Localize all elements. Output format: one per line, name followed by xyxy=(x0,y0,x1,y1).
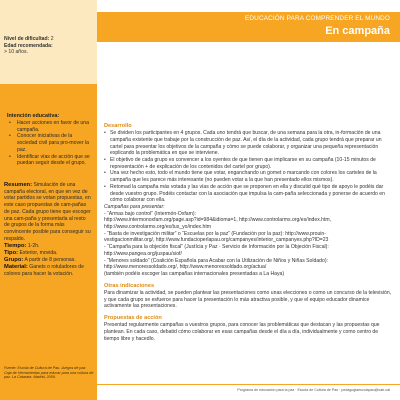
campaign-line: - “Basta de investigación militar” o “Escuelas por la paz” (Fundación por la paz): http://www.prouin- xyxy=(104,230,326,237)
page-title: En campaña xyxy=(325,25,390,37)
difficulty-label: Nivel de dificultad: xyxy=(4,36,50,42)
campaign-link[interactable]: http://www.pangea.org/juspau/siof/ xyxy=(104,250,182,257)
difficulty-value: 2 xyxy=(49,36,54,42)
source-credit: Fuente: Escola de Cultura de Pau. Juegos de paz. Caja de Herramientas para educar para una cultura de paz. La Catarata. Madrid, 2009. xyxy=(4,366,94,380)
bullet-icon: • xyxy=(104,170,106,177)
section-title-otras: Otras indicaciones xyxy=(104,282,155,289)
tiempo: Tiempo: 1-2h. xyxy=(4,242,40,249)
desarrollo-item: • El objetivo de cada grupo es convencer a los oyentes de que tienen que implicarse en su campaña (10-15 minutos de representación + de explicación de los contenidos del cartel por grupo). xyxy=(104,157,376,170)
intent-item: • Hacer acciones en favor de una campaña. xyxy=(9,120,89,133)
section-title-desarrollo: Desarrollo xyxy=(104,123,132,129)
campaign-line: - “Menores soldado” (Coalición Española para Acabar con la Utilización de Niños y Niñas Soldado): xyxy=(104,257,328,264)
campaign-line: (también podéis escoger las campañas internacionales presentadas a La Haya) xyxy=(104,270,285,277)
grupo: Grupo: A partir de 8 personas. xyxy=(4,257,76,264)
desarrollo-item: • Retomad la campaña más votada y las vías de acción que se proponen en ella y discutid qué tipo de apoyo le podéis dar desde vuestro grupo. Podéis contactar con la asociación que impulsa la cam-paña seleccionada y ponerse de acuerdo en cómo colaborar con ella. xyxy=(104,183,385,204)
footer-divider xyxy=(97,384,400,385)
intent-title: Intención educativa: xyxy=(7,113,60,119)
intent-item: • Identificar vías de acción que se puedan seguir desde el grupo. xyxy=(9,153,90,167)
campaign-line: - “Armas bajo control” (Intermón-Oxfam): xyxy=(104,210,196,217)
intent-item: • Conocer iniciativas de la sociedad civil para pro-mover la paz. xyxy=(9,133,89,153)
material: Material: Ganets o rotuladores de colores para hacer la votación. xyxy=(4,264,84,278)
desarrollo-item: • Una vez hecho esto, todo el mundo tiene que votar, enganchando un gomet o marcando con colores los carteles de la campaña que les parece más interesante (no pueden votar a la que han presentado ellos mismos). xyxy=(104,170,377,184)
campaign-link[interactable]: http://www.menoressoldado.org/, http://www.menoressoldado.org/actua/ xyxy=(104,264,267,271)
otras-text: Para dinamizar la actividad, se pueden plantear las presentaciones como unas elecciones o como un concurso de la televisión, y que cada grupo se esfuerce para hacer la presentación lo más atractiva posible, y que el equipo educador dinamice activamente las presentaciones. xyxy=(104,289,392,310)
desarrollo-item: • Se dividen los participantes en 4 grupos. Cada uno tendrá que buscar, de una semana para la otra, in-formación de una campaña existente que trabaje por la construcción de paz. Así, el día de la actividad, cada grupo tendrá que preparar un cartel para presentar los objetivos de la campaña y cómo se puede colaborar, y organizar una pequeña representación explicando la problemática en que se interviene. xyxy=(104,130,382,157)
campaign-link[interactable]: http://www.intermonoxfam.org/page.asp?id=984&idioma=1, http://www.controlarms.org/es/index.htm, xyxy=(104,217,332,224)
bullet-icon: • xyxy=(104,157,106,164)
campaign-link[interactable]: http://www.controlarms.org/es/tus_yo/index.htm xyxy=(104,224,212,231)
intent-list xyxy=(9,120,93,167)
campaign-link[interactable]: vestigacionmilitar.org/, http://www.fundacioperlapau.org/campanyes/interior_campanyes.php?ID=23 xyxy=(104,237,329,244)
section-title-propuestas: Propuestas de acción xyxy=(104,314,162,321)
main-content xyxy=(104,123,392,342)
desarrollo-list xyxy=(104,130,392,204)
propuestas-text: Presentad regularmente campañas a vuestros grupos, para conocer las problemáticas que destacan y las propuestas que plantean. En cada caso, debatid cómo colaborar en esas campañas desde el día a día, individualmente y como centro de tiempo libre y hacedlo. xyxy=(104,322,380,342)
summary-block xyxy=(4,182,92,278)
bullet-icon: • xyxy=(104,130,106,137)
age-value: > 10 años. xyxy=(4,49,28,56)
age-label: Edad recomendada: xyxy=(4,42,53,49)
campaigns-heading: Campañas para presentar: xyxy=(104,203,165,210)
level-info xyxy=(4,36,96,56)
bullet-icon: • xyxy=(9,133,11,140)
footer-text: Programa de educación para la paz · Escola de Cultura de Pau · pedagogiaescolapau@uab.cat xyxy=(237,388,390,392)
bullet-icon: • xyxy=(104,183,106,190)
tipo: Tipo: Exterior, movida. xyxy=(4,250,58,257)
resumen: Resumen: Simulación de una campaña electoral, en que en vez de votar partidos se votan propuestas, en este caso propuestas de cam-pañas de paz. Cada grupo tiene que escoger una cam-paña y presentarla al resto de grupos de la forma más convincente posible para conseguir su respaldo. xyxy=(4,182,91,242)
bullet-icon: • xyxy=(9,153,11,160)
header-subtitle: EDUCACIÓN PARA COMPRENDER EL MUNDO xyxy=(245,15,390,22)
campaign-line: - “Campaña para la objeción fiscal” (Justícia y Paz · Servicio de Información por la Objeción Fiscal): xyxy=(104,244,329,251)
bullet-icon: • xyxy=(9,120,11,126)
